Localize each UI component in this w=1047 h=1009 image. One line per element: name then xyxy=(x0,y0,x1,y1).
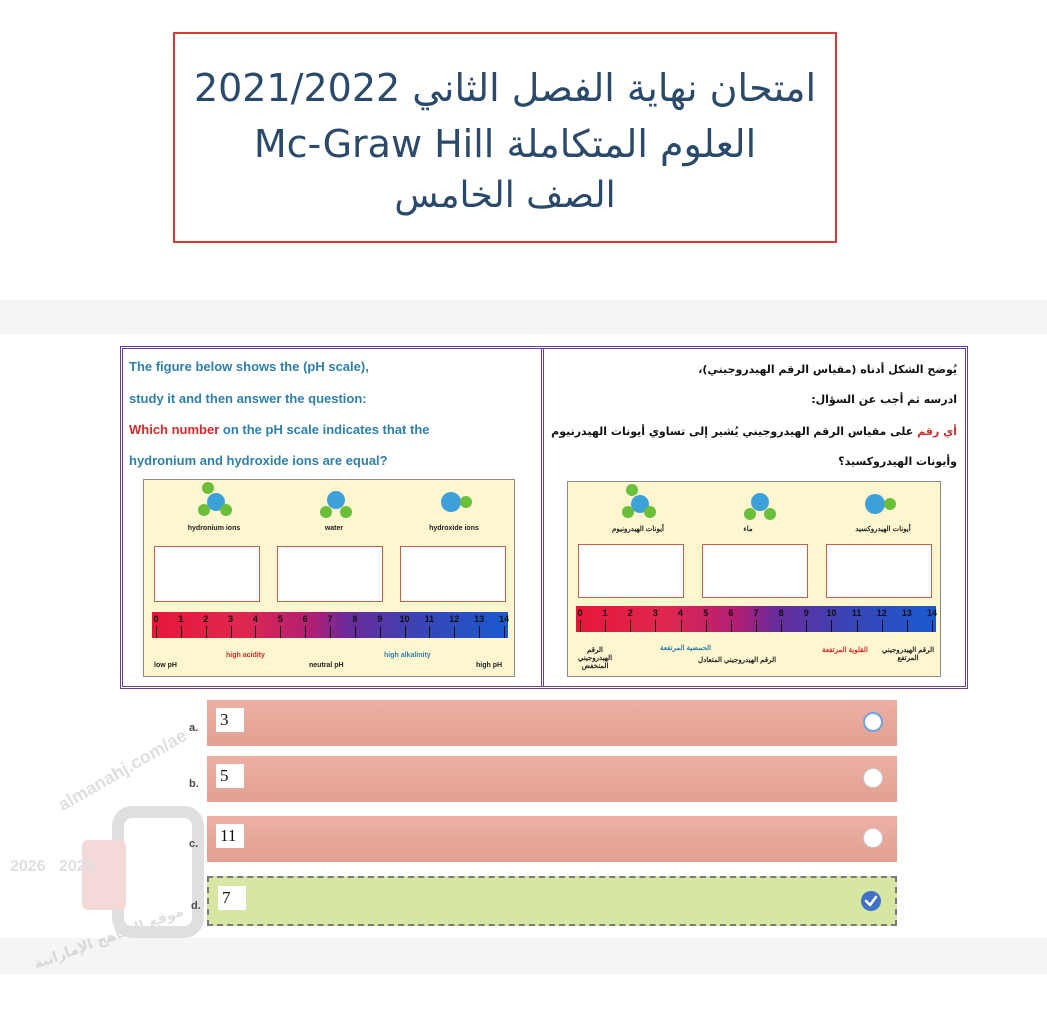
scale-number-7: 7 xyxy=(327,614,333,624)
scale-tick-12 xyxy=(882,620,883,632)
water-molecule-ar-icon xyxy=(744,493,776,520)
scale-number-14: 14 xyxy=(498,614,510,624)
high-ph-label-ar: الرقم الهيدروجيني المرتفع xyxy=(881,647,935,662)
hydronium-molecule-icon xyxy=(198,482,232,516)
low-ph-label-ar: الرقم الهيدروجيني المنخفض xyxy=(577,647,613,670)
option-d[interactable] xyxy=(191,876,897,926)
question-en-line-2: study it and then answer the question: xyxy=(129,391,367,406)
checkmark-icon xyxy=(861,891,881,911)
scale-number-12: 12 xyxy=(449,614,460,624)
scale-number-10: 10 xyxy=(399,614,410,624)
scale-number-11: 11 xyxy=(851,608,862,618)
label-hydronium-en: hydronium ions xyxy=(187,525,241,532)
scale-number-5: 5 xyxy=(277,614,283,624)
question-ar-highlight: أي رقم xyxy=(917,425,957,438)
hydroxide-molecule-ar-icon xyxy=(865,494,896,514)
scale-tick-0 xyxy=(580,620,581,632)
scale-number-2: 2 xyxy=(627,608,633,618)
hydroxide-molecule-icon xyxy=(441,492,472,512)
scale-number-10: 10 xyxy=(826,608,837,618)
question-ar-line-2: ادرسه ثم أجب عن السؤال: xyxy=(811,393,957,406)
ph-scale-figure-ar xyxy=(567,481,941,677)
scale-number-2: 2 xyxy=(203,614,209,624)
scale-number-11: 11 xyxy=(424,614,435,624)
question-en-line-4: hydronium and hydroxide ions are equal? xyxy=(129,453,388,468)
neutral-ph-label-en: neutral pH xyxy=(309,662,344,669)
option-c-letter: c. xyxy=(189,838,199,850)
option-b[interactable] xyxy=(189,756,897,802)
scale-number-13: 13 xyxy=(901,608,912,618)
scale-number-5: 5 xyxy=(703,608,709,618)
scale-tick-7 xyxy=(330,626,331,638)
scale-number-9: 9 xyxy=(803,608,809,618)
option-c[interactable] xyxy=(189,816,897,862)
scale-tick-4 xyxy=(255,626,256,638)
question-box xyxy=(120,346,968,689)
scale-number-13: 13 xyxy=(474,614,485,624)
scale-tick-6 xyxy=(731,620,732,632)
scale-tick-6 xyxy=(305,626,306,638)
scale-tick-5 xyxy=(280,626,281,638)
scale-tick-11 xyxy=(429,626,430,638)
question-divider xyxy=(541,349,544,686)
watermark-arabic: موقع المناهج الإماراتية xyxy=(32,903,186,973)
question-en-line-3-rest: on the pH scale indicates that the xyxy=(219,422,430,437)
high-acidity-label-ar: الحمضية المرتفعة xyxy=(660,645,712,652)
scale-tick-1 xyxy=(605,620,606,632)
scale-tick-13 xyxy=(907,620,908,632)
scale-tick-4 xyxy=(681,620,682,632)
top-band xyxy=(0,300,1047,334)
scale-number-8: 8 xyxy=(778,608,784,618)
scale-tick-3 xyxy=(231,626,232,638)
scale-tick-13 xyxy=(479,626,480,638)
high-ph-label-en: high pH xyxy=(476,662,503,669)
question-en-line-1: The figure below shows the (pH scale), xyxy=(129,359,369,374)
ion-box-acidic xyxy=(154,546,260,602)
label-water-ar: ماء xyxy=(743,526,753,533)
option-d-radio-checked[interactable] xyxy=(861,891,881,911)
scale-number-6: 6 xyxy=(302,614,308,624)
low-ph-label-en: low pH xyxy=(154,662,177,669)
scale-number-12: 12 xyxy=(876,608,887,618)
scale-tick-2 xyxy=(630,620,631,632)
scale-tick-10 xyxy=(405,626,406,638)
scale-number-9: 9 xyxy=(377,614,383,624)
option-a[interactable] xyxy=(189,700,897,746)
water-molecule-icon xyxy=(320,491,352,518)
label-hydroxide-ar: أيونات الهيدروكسيد xyxy=(855,526,911,533)
label-hydroxide-en: hydroxide ions xyxy=(429,525,479,532)
title-line-1: امتحان نهاية الفصل الثاني 2021/2022 xyxy=(193,66,817,110)
scale-tick-2 xyxy=(206,626,207,638)
scale-number-3: 3 xyxy=(652,608,658,618)
scale-number-1: 1 xyxy=(178,614,184,624)
scale-number-0: 0 xyxy=(577,608,583,618)
scale-number-6: 6 xyxy=(728,608,734,618)
label-hydronium-ar: أيونات الهيدرونيوم xyxy=(612,526,664,533)
option-a-value: 3 xyxy=(216,708,244,732)
scale-number-1: 1 xyxy=(602,608,608,618)
high-alkalinity-label-en: high alkalinity xyxy=(384,652,431,659)
scale-number-7: 7 xyxy=(753,608,759,618)
scale-tick-12 xyxy=(454,626,455,638)
ion-box-basic xyxy=(400,546,506,602)
question-en-line-3 xyxy=(129,422,430,437)
hydronium-molecule-ar-icon xyxy=(622,484,656,518)
scale-tick-14 xyxy=(504,626,505,638)
option-d-letter: d. xyxy=(191,900,201,912)
question-en-highlight: Which number xyxy=(129,422,220,437)
high-acidity-label-en: high acidity xyxy=(226,652,265,659)
scale-tick-0 xyxy=(156,626,157,638)
watermark-years: 2026 2025 xyxy=(10,858,95,875)
option-d-value: 7 xyxy=(218,886,246,910)
option-b-value: 5 xyxy=(216,764,244,788)
scale-tick-7 xyxy=(756,620,757,632)
question-ar-line-3-rest: على مقياس الرقم الهيدروجيني يُشير إلى تساوي أيونات الهيدرنيوم xyxy=(551,425,918,438)
scale-tick-1 xyxy=(181,626,182,638)
scale-number-4: 4 xyxy=(678,608,684,618)
label-water-en: water xyxy=(324,525,344,532)
high-alkalinity-label-ar: القلوية المرتفعة xyxy=(822,647,868,654)
title-line-3: الصف الخامس xyxy=(394,175,616,216)
scale-tick-14 xyxy=(932,620,933,632)
scale-tick-3 xyxy=(655,620,656,632)
molecules-icon xyxy=(186,482,486,522)
scale-number-14: 14 xyxy=(926,608,938,618)
title-line-2: العلوم المتكاملة Mc-Graw Hill xyxy=(253,122,757,166)
option-a-letter: a. xyxy=(189,722,199,734)
ion-box-acidic-ar xyxy=(578,544,684,598)
scale-number-8: 8 xyxy=(352,614,358,624)
ion-box-neutral-ar xyxy=(702,544,808,598)
question-ar-line-1: يُوضح الشكل أدناه (مقياس الرقم الهيدروجيني)، xyxy=(698,363,957,376)
watermark-site: almanahj.com/ae xyxy=(54,725,191,815)
option-c-value: 11 xyxy=(216,824,244,848)
question-ar-line-3 xyxy=(551,425,957,438)
scale-number-3: 3 xyxy=(228,614,234,624)
option-c-radio[interactable] xyxy=(863,828,883,848)
scale-tick-9 xyxy=(806,620,807,632)
scale-number-0: 0 xyxy=(153,614,159,624)
question-ar-line-4: وأيونات الهيدروكسيد؟ xyxy=(838,455,957,468)
scale-tick-5 xyxy=(706,620,707,632)
option-b-radio[interactable] xyxy=(863,768,883,788)
scale-tick-11 xyxy=(857,620,858,632)
scale-tick-8 xyxy=(355,626,356,638)
scale-number-4: 4 xyxy=(252,614,258,624)
scale-tick-9 xyxy=(380,626,381,638)
ion-box-basic-ar xyxy=(826,544,932,598)
scale-tick-8 xyxy=(781,620,782,632)
title-box xyxy=(173,32,837,243)
neutral-ph-label-ar: الرقم الهيدروجيني المتعادل xyxy=(698,657,777,664)
watermark xyxy=(10,725,270,990)
option-b-letter: b. xyxy=(189,778,199,790)
molecules-ar-icon xyxy=(610,484,910,524)
option-a-radio[interactable] xyxy=(863,712,883,732)
ion-box-neutral xyxy=(277,546,383,602)
ph-scale-figure-en xyxy=(143,479,515,677)
scale-tick-10 xyxy=(831,620,832,632)
